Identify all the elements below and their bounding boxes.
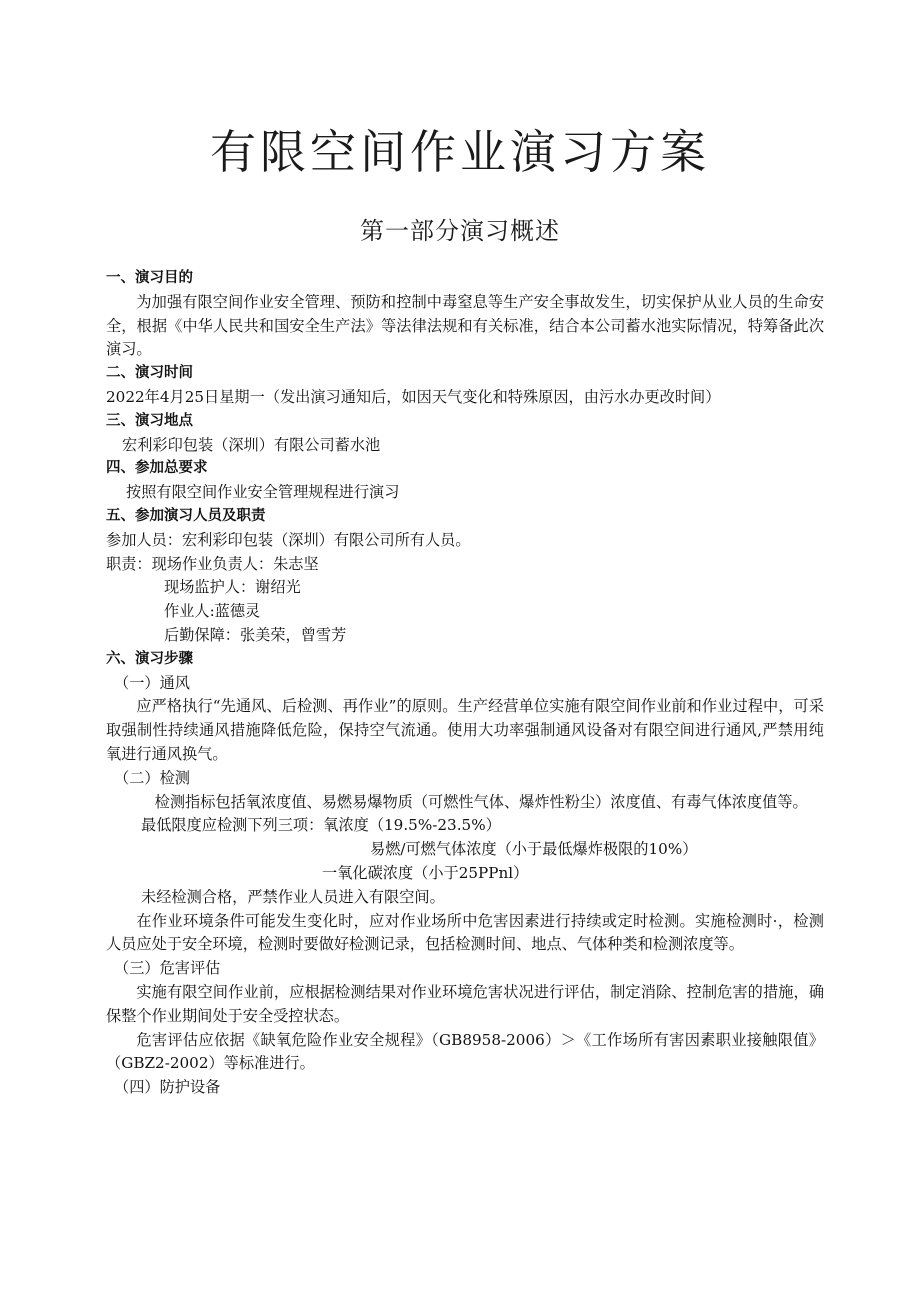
paragraph: 宏利彩印包装（深圳）有限公司蓄水池 bbox=[122, 435, 381, 454]
paragraph: 一氧化碳浓度（小于25PPnl） bbox=[322, 863, 529, 882]
section-heading: 二、演习时间 bbox=[106, 365, 193, 382]
document-title: 有限空间作业演习方案 bbox=[210, 125, 710, 179]
section-heading: 六、演习步骤 bbox=[106, 650, 193, 667]
paragraph: 实施有限空间作业前，应根据检测结果对作业环境危害状况进行评估，制定消除、控制危害的措施，确保整个作业期间处于安全受控状态。 bbox=[106, 982, 824, 1025]
paragraph: 未经检测合格，严禁作业人员进入有限空间。 bbox=[141, 887, 445, 906]
paragraph: 按照有限空间作业安全管理规程进行演习 bbox=[126, 483, 400, 502]
paragraph: 检测指标包括氧浓度值、易燃易爆物质（可燃性气体、爆炸性粉尘）浓度值、有毒气体浓度值等。 bbox=[154, 792, 808, 811]
subsection-heading: （二）检测 bbox=[114, 768, 190, 787]
paragraph: 在作业环境条件可能发生变化时，应对作业场所中危害因素进行持续或定时检测。实施检测时·，检测人员应处于安全环境，检测时要做好检测记录，包括检测时间、地点、气体种类和检测浓度等。 bbox=[106, 911, 824, 954]
duty-line: 现场监护人：谢绍光 bbox=[164, 578, 301, 597]
section-heading: 五、参加演习人员及职责 bbox=[106, 507, 266, 524]
document-body bbox=[106, 267, 824, 1100]
subsection-heading: （一）通风 bbox=[114, 673, 190, 692]
subsection-heading: （四）防护设备 bbox=[114, 1078, 221, 1097]
part-title: 第一部分演习概述 bbox=[360, 217, 560, 245]
duty-line: 后勤保障：张美荣，曾雪芳 bbox=[164, 625, 347, 644]
paragraph: 2022年4月25日星期一（发出演习通知后，如因天气变化和特殊原因，由污水办更改时间） bbox=[106, 387, 721, 406]
section-heading: 一、演习目的 bbox=[106, 270, 193, 286]
section-heading: 四、参加总要求 bbox=[106, 460, 208, 477]
paragraph: 危害评估应依据《缺氧危险作业安全规程》（GB8958-2006）＞《工作场所有害因素职业接触限值》（GBZ2-2002）等标准进行。 bbox=[106, 1030, 824, 1073]
duty-line: 作业人:蓝德灵 bbox=[164, 602, 261, 621]
paragraph: 为加强有限空间作业安全管理、预防和控制中毒窒息等生产安全事故发生，切实保护从业人员的生命安全，根据《中华人民共和国安全生产法》等法律法规和有关标准，结合本公司蓄水池实际情况，特筹备此次演习。 bbox=[106, 292, 824, 359]
section-heading: 三、演习地点 bbox=[106, 412, 193, 429]
subsection-heading: （三）危害评估 bbox=[114, 959, 221, 978]
paragraph: 易燃/可燃气体浓度（小于最低爆炸极限的10%） bbox=[370, 840, 698, 859]
paragraph: 应严格执行“先通风、后检测、再作业”的原则。生产经营单位实施有限空间作业前和作业过程中，可采取强制性持续通风措施降低危险，保持空气流通。使用大功率强制通风设备对有限空间进行通风,严禁用纯氧进行通风换气。 bbox=[106, 697, 824, 763]
duty-line: 职责：现场作业负责人：朱志坚 bbox=[106, 554, 319, 573]
paragraph: 参加人员：宏利彩印包装（深圳）有限公司所有人员。 bbox=[106, 530, 471, 549]
paragraph: 最低限度应检测下列三项：氧浓度（19.5%-23.5%） bbox=[141, 816, 501, 835]
